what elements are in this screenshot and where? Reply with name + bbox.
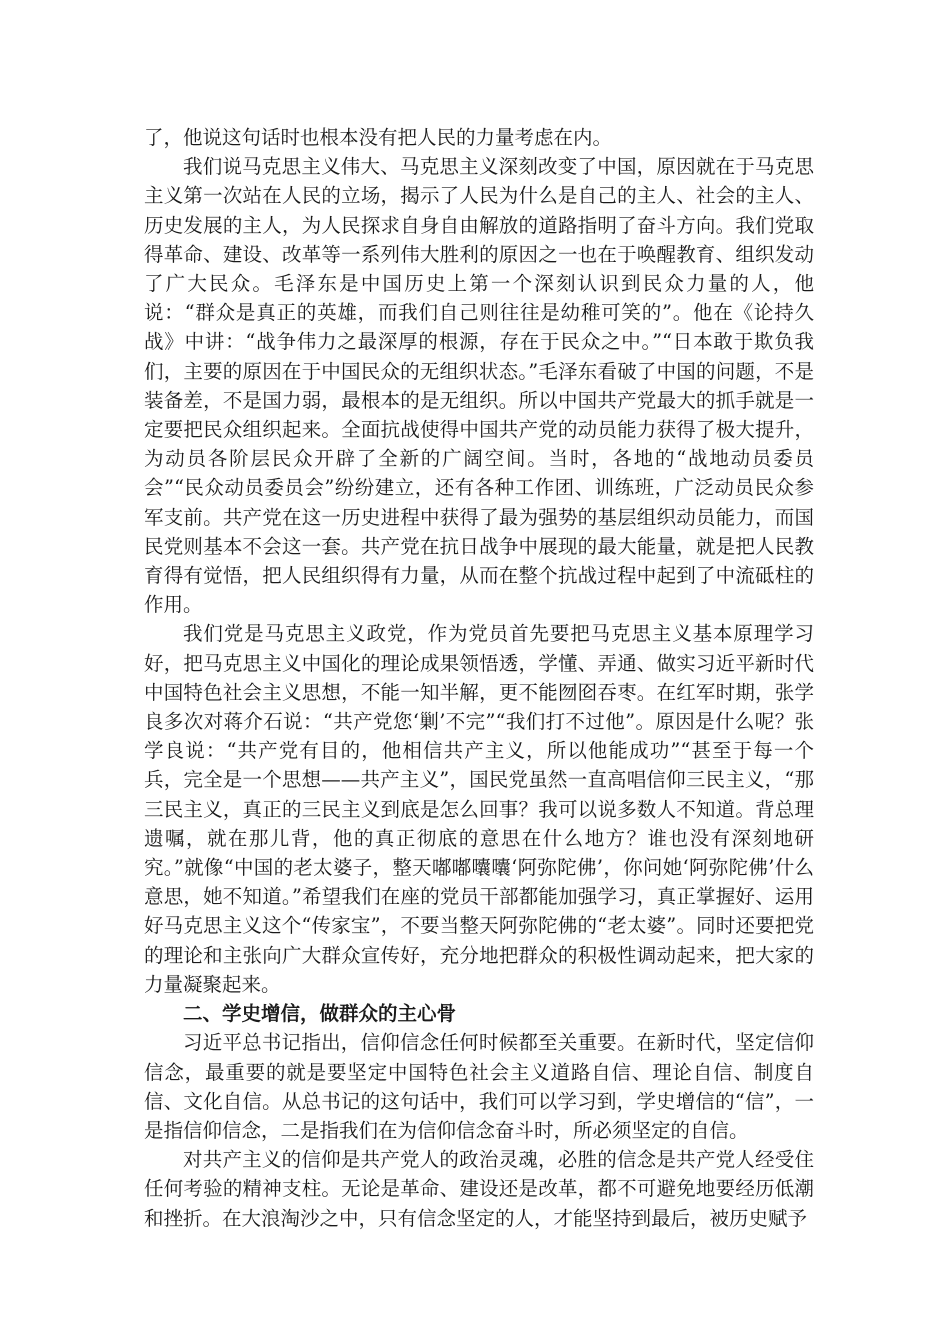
paragraph-marxism-people: 我们说马克思主义伟大、马克思主义深刻改变了中国，原因就在于马克思主义第一次站在人民的立场，揭示了人民为什么是自己的主人、社会的主人、历史发展的主人，为人民探求自身自由解放的道路指明了奋斗方向。我们党取得革命、建设、改革等一系列伟大胜利的原因之一也在于唤醒教育、组织发动了广大民众。毛泽东是中国历史上第一个深刻认识到民众力量的人，他说：“群众是真正的英雄，而我们自己则往往是幼稚可笑的”。他在《论持久战》中讲：“战争伟力之最深厚的根源，存在于民众之中。”“日本敢于欺负我们，主要的原因在于中国民众的无组织状态。”毛泽东看破了中国的问题，不是装备差，不是国力弱，最根本的是无组织。所以中国共产党最大的抓手就是一定要把民众组织起来。全面抗战使得中国共产党的动员能力获得了极大提升，为动员各阶层民众开辟了全新的广阔空间。当时，各地的“战地动员委员会”“民众动员委员会”纷纷建立，还有各种工作团、训练班，广泛动员民众参军支前。共产党在这一历史进程中获得了最为强势的基层组织动员能力，而国民党则基本不会这一套。共产党在抗日战争中展现的最大能量，就是把人民教育得有觉悟，把人民组织得有力量，从而在整个抗战过程中起到了中流砥柱的作用。 xyxy=(144,155,814,617)
paragraph-continued: 了，他说这句话时也根本没有把人民的力量考虑在内。 xyxy=(144,126,613,149)
paragraph-communist-faith: 对共产主义的信仰是共产党人的政治灵魂，必胜的信念是共产党人经受住任何考验的精神支柱。无论是革命、建设还是改革，都不可避免地要经历低潮和挫折。在大浪淘沙之中，只有信念坚定的人，才能坚持到最后，被历史赋予 xyxy=(144,1148,814,1230)
paragraph-party-study: 我们党是马克思主义政党，作为党员首先要把马克思主义基本原理学习好，把马克思主义中国化的理论成果领悟透，学懂、弄通、做实习近平新时代中国特色社会主义思想，不能一知半解，更不能囫囵吞枣。在红军时期，张学良多次对蒋介石说：“共产党您‘剿’不完”“我们打不过他”。原因是什么呢？张学良说：“共产党有目的，他相信共产主义，所以他能成功”“甚至于每一个兵，完全是一个思想——共产主义”，国民党虽然一直高唱信仰三民主义，“那三民主义，真正的三民主义到底是怎么回事？我可以说多数人不知道。背总理遗嘱，就在那儿背，他的真正彻底的意思在什么地方？谁也没有深刻地研究。”就像“中国的老太婆子，整天嘟嘟囔囔‘阿弥陀佛’，你问她‘阿弥陀佛’什么意思，她不知道。”希望我们在座的党员干部都能加强学习，真正掌握好、运用好马克思主义这个“传家宝”，不要当整天阿弥陀佛的“老太婆”。同时还要把党的理论和主张向广大群众宣传好，充分地把群众的积极性调动起来，把大家的力量凝聚起来。 xyxy=(144,622,814,996)
section-heading: 二、学史增信，做群众的主心骨 xyxy=(183,1002,457,1026)
document-body xyxy=(144,123,814,1233)
paragraph-faith-belief: 习近平总书记指出，信仰信念任何时候都至关重要。在新时代，坚定信仰信念，最重要的就是要坚定中国特色社会主义道路自信、理论自信、制度自信、文化自信。从总书记的这句话中，我们可以学习到，学史增信的“信”，一是指信仰信念，二是指我们在为信仰信念奋斗时，所必须坚定的自信。 xyxy=(144,1031,814,1142)
